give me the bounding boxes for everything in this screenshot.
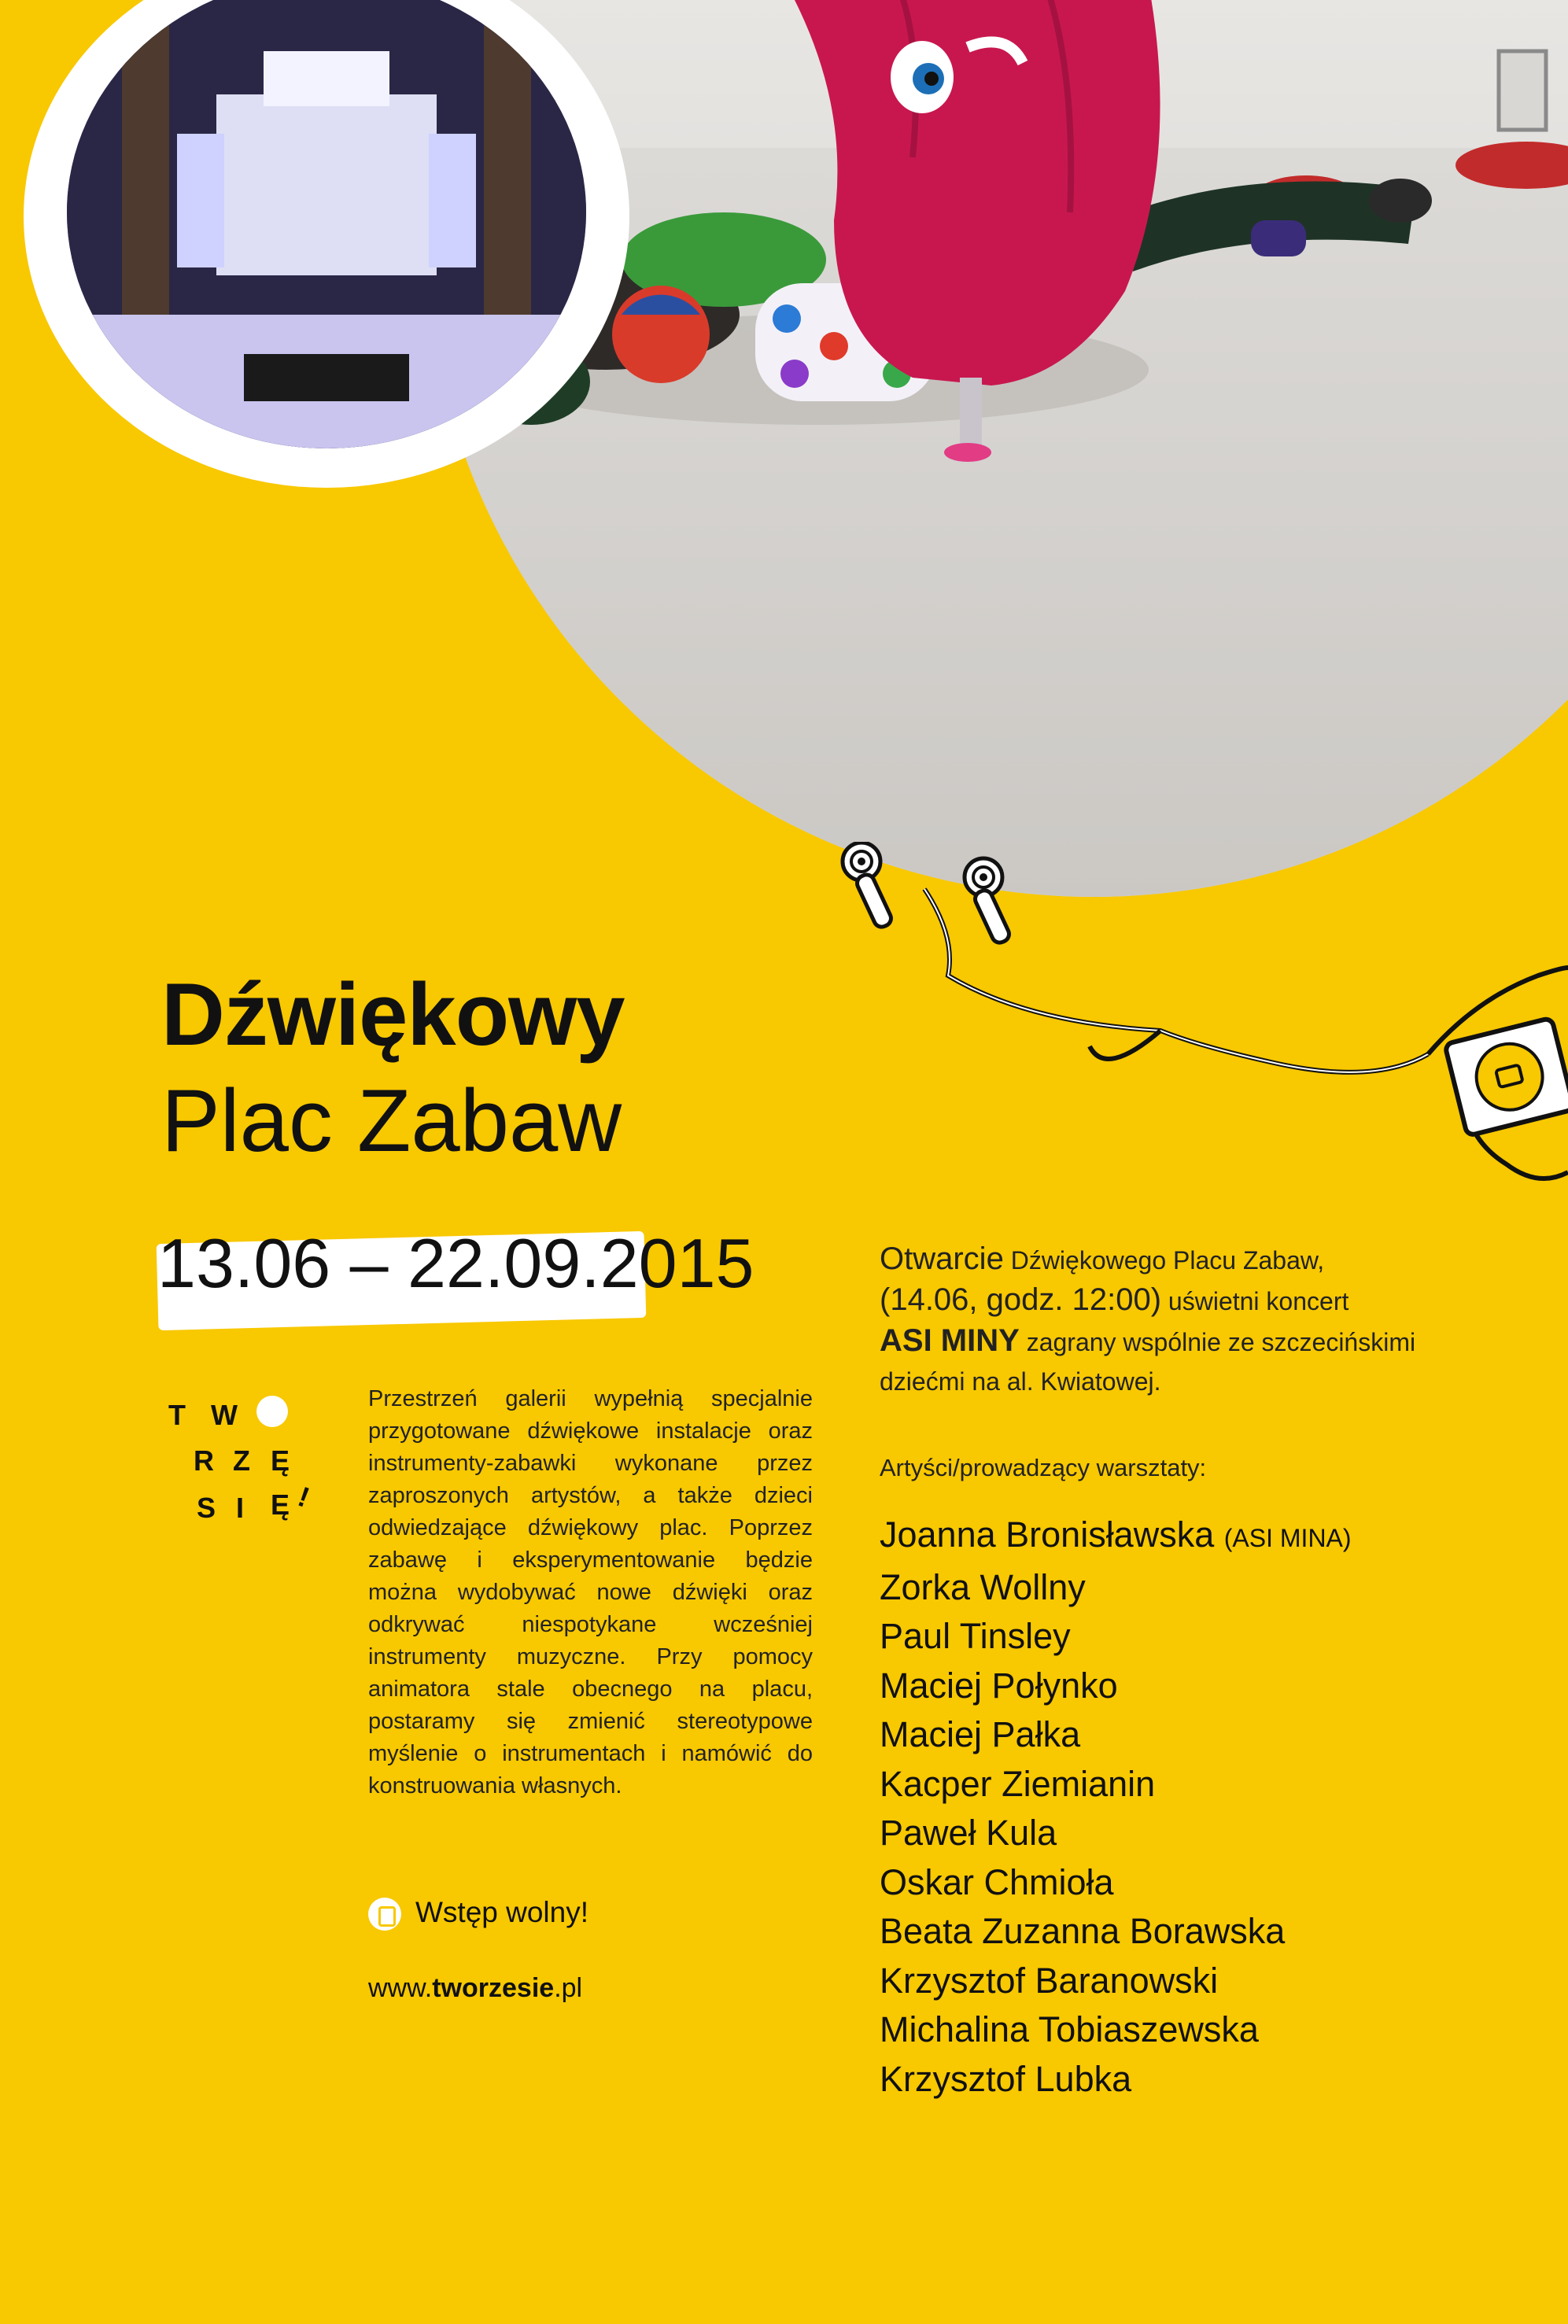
opening-text-3: zagrany wspólnie ze szczecińskimi dziećmi na al. Kwiatowej. — [880, 1328, 1416, 1396]
music-player-illustration — [830, 842, 1568, 1251]
website-prefix: www. — [368, 1973, 433, 2003]
artist-item: Maciej Pałka — [880, 1714, 1081, 1754]
artists-heading: Artyści/prowadzący warsztaty: — [880, 1454, 1207, 1481]
free-entry — [368, 1896, 588, 1931]
artist-item: Maciej Połynko — [880, 1665, 1118, 1706]
artist-item — [880, 1511, 1352, 1563]
artist-note: (ASI MINA) — [1223, 1524, 1352, 1552]
description-text: Przestrzeń galerii wypełnią specjalnie przygotowane dźwiękowe instalacje oraz instrumenty-zabawki wykonane przez zaproszonych artystów, a także dzieci odwiedzające dźwiękowy plac. Poprzez zabawę i eksperymentowanie będzie można wydobywać nowe dźwięki oraz odkrywać niespotykane wcześniej instrumenty muzyczne. Przy pomocy animatora stale obecnego na placu, postaramy się zmienić stereotypowe myślenie o instrumentach i namówić do konstruowania własnych. — [368, 1386, 813, 1798]
artist-name: Joanna Bronisławska — [880, 1514, 1215, 1555]
logo-letter: R — [194, 1444, 214, 1477]
event-dates: 13.06 – 22.09.2015 — [157, 1224, 754, 1302]
free-entry-label: Wstęp wolny! — [415, 1896, 589, 1928]
logo-letter: Ę — [271, 1488, 290, 1521]
artist-item: Kacper Ziemianin — [880, 1763, 1156, 1804]
date-block — [157, 1223, 754, 1304]
title-main: Dźwiękowy — [161, 965, 625, 1064]
artist-item: Paweł Kula — [880, 1813, 1057, 1853]
artist-item: Beata Zuzanna Borawska — [880, 1911, 1286, 1951]
installation-photo-frame — [24, 0, 629, 488]
website-domain: tworzesie — [432, 1973, 555, 2003]
installation-scene — [67, 0, 586, 448]
opening-text-1: Dźwiękowego Placu Zabaw, — [1003, 1246, 1325, 1275]
artist-item: Paul Tinsley — [880, 1616, 1071, 1656]
logo-letter: Ę — [271, 1444, 290, 1477]
opening-text-2: uświetni koncert — [1161, 1287, 1349, 1315]
opening-info — [880, 1239, 1446, 1401]
logo-letter: I — [236, 1492, 245, 1524]
logo-letter: W — [211, 1399, 238, 1431]
artists-list — [880, 1511, 1352, 2104]
tworze-sie-logo — [165, 1399, 315, 1540]
artist-item: Krzysztof Lubka — [880, 2058, 1132, 2099]
opening-lead: Otwarcie — [880, 1241, 1004, 1276]
artist-item: Michalina Tobiaszewska — [880, 2009, 1259, 2049]
artist-item: Zorka Wollny — [880, 1566, 1086, 1607]
logo-letter: S — [197, 1492, 216, 1524]
installation-photo — [67, 0, 586, 448]
logo-letter: T — [168, 1399, 186, 1431]
logo-letter — [256, 1396, 288, 1427]
website-suffix: .pl — [554, 1973, 583, 2003]
opening-artist: ASI MINY — [880, 1323, 1020, 1358]
website-link[interactable] — [368, 1973, 582, 2004]
artist-item: Krzysztof Baranowski — [880, 1960, 1219, 2001]
artist-item: Oskar Chmioła — [880, 1861, 1114, 1902]
logo-letter: ! — [293, 1480, 314, 1514]
logo-letter: Z — [233, 1444, 250, 1477]
ticket-icon — [368, 1898, 401, 1931]
opening-time: (14.06, godz. 12:00) — [880, 1282, 1162, 1317]
title-sub: Plac Zabaw — [161, 1072, 622, 1170]
